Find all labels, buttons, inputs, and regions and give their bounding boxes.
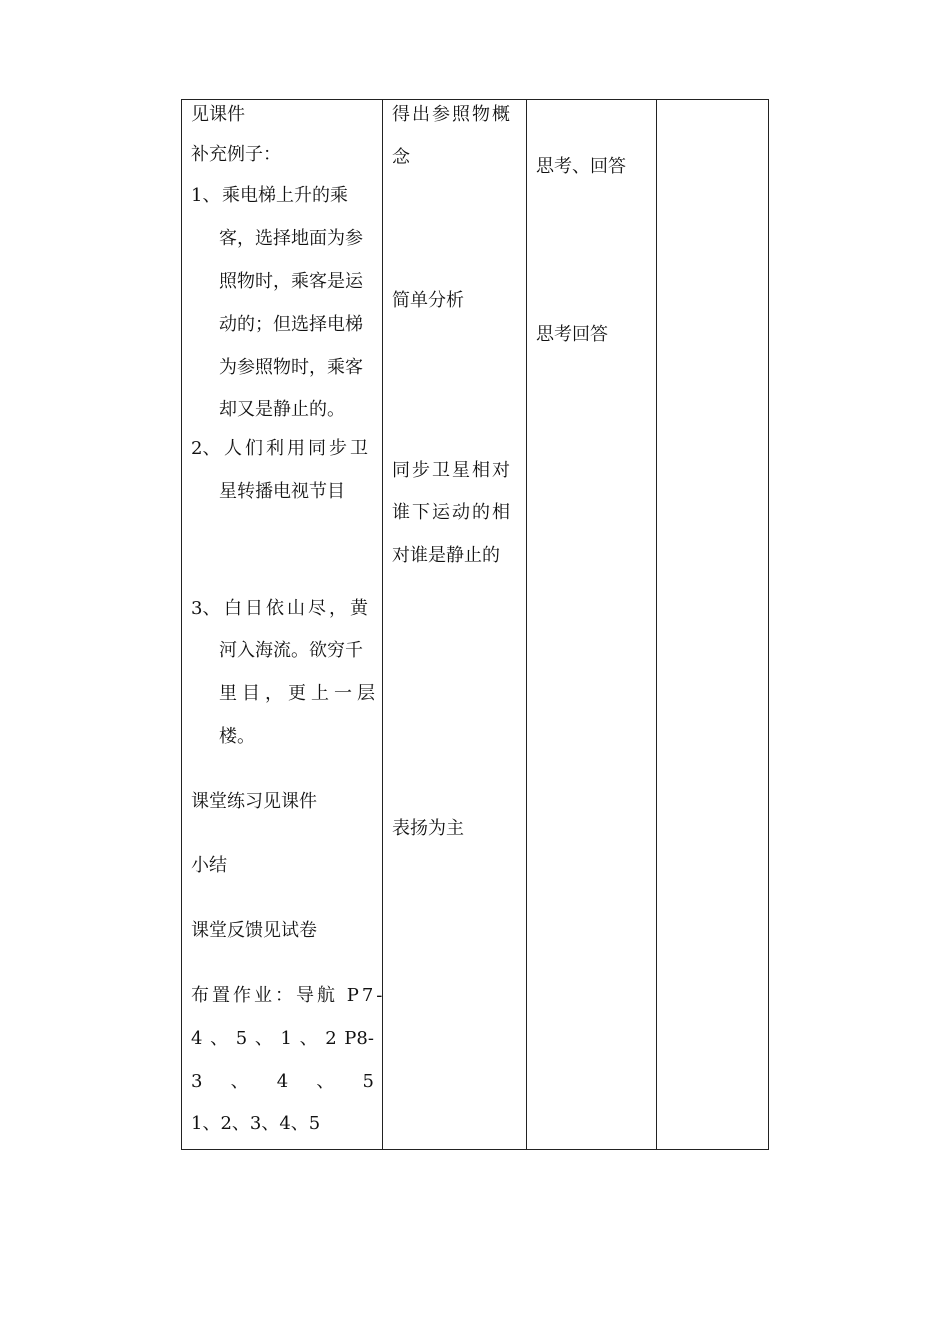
example-3-line: 楼。 [219, 726, 255, 747]
example-1-line: 却又是静止的。 [219, 399, 345, 420]
example-1-line: 照物时，乘客是运 [219, 271, 363, 292]
homework-line: 1、2、3、4、5 [191, 1113, 321, 1134]
concept-line: 得出参照物概 [392, 104, 512, 125]
homework-token: 、 [254, 1028, 273, 1049]
homework-line-3 [191, 1070, 374, 1094]
satellite-line: 同步卫星相对 [392, 460, 512, 481]
classroom-practice-text: 课堂练习见课件 [191, 791, 317, 812]
example-2-line: 星转播电视节目 [219, 481, 345, 502]
think-answer-text: 思考、回答 [536, 156, 626, 177]
example-1-number: 1、 [191, 185, 221, 206]
analysis-text: 简单分析 [392, 290, 464, 311]
think-answer-text: 思考回答 [536, 324, 608, 345]
example-1-line: 动的；但选择电梯 [219, 314, 363, 335]
example-2-number: 2、 [191, 438, 221, 459]
satellite-line: 谁下运动的相 [392, 502, 512, 523]
homework-token: 、 [230, 1071, 249, 1092]
see-courseware-text: 见课件 [191, 104, 245, 125]
teacher-activity-column [383, 100, 527, 1149]
homework-line: 布置作业：导航 P7- [191, 985, 386, 1006]
homework-token: 、 [299, 1028, 318, 1049]
homework-line-2 [191, 1027, 374, 1051]
supplement-examples-text: 补充例子： [191, 144, 281, 165]
summary-text: 小结 [191, 855, 227, 876]
example-1-line: 乘电梯上升的乘 [222, 185, 348, 206]
concept-line: 念 [392, 147, 410, 168]
student-activity-column [527, 100, 657, 1149]
homework-token: 1 [280, 1028, 292, 1049]
homework-token: 4 [191, 1028, 203, 1049]
example-3-line: 河入海流。欲穷千 [219, 640, 363, 661]
example-1-line: 客，选择地面为参 [219, 228, 363, 249]
homework-token: 3 [191, 1071, 203, 1092]
homework-token: 2 [325, 1028, 337, 1049]
homework-token: 、 [316, 1071, 335, 1092]
satellite-line: 对谁是静止的 [392, 545, 500, 566]
homework-token: 5 [235, 1028, 248, 1049]
notes-column [657, 100, 770, 1149]
example-3-line: 白日依山尽，黄 [224, 598, 371, 619]
homework-token: 、 [210, 1028, 229, 1049]
feedback-text: 课堂反馈见试卷 [191, 920, 317, 941]
homework-token: P8- [344, 1028, 374, 1049]
example-2-line: 人们利用同步卫 [224, 438, 371, 459]
homework-token: 5 [362, 1071, 374, 1092]
praise-text: 表扬为主 [392, 818, 464, 839]
example-3-line: 里目，更上一层 [219, 683, 380, 704]
example-1-line: 为参照物时，乘客 [219, 357, 363, 378]
example-3-number: 3、 [191, 598, 221, 619]
homework-token: 4 [276, 1071, 289, 1092]
